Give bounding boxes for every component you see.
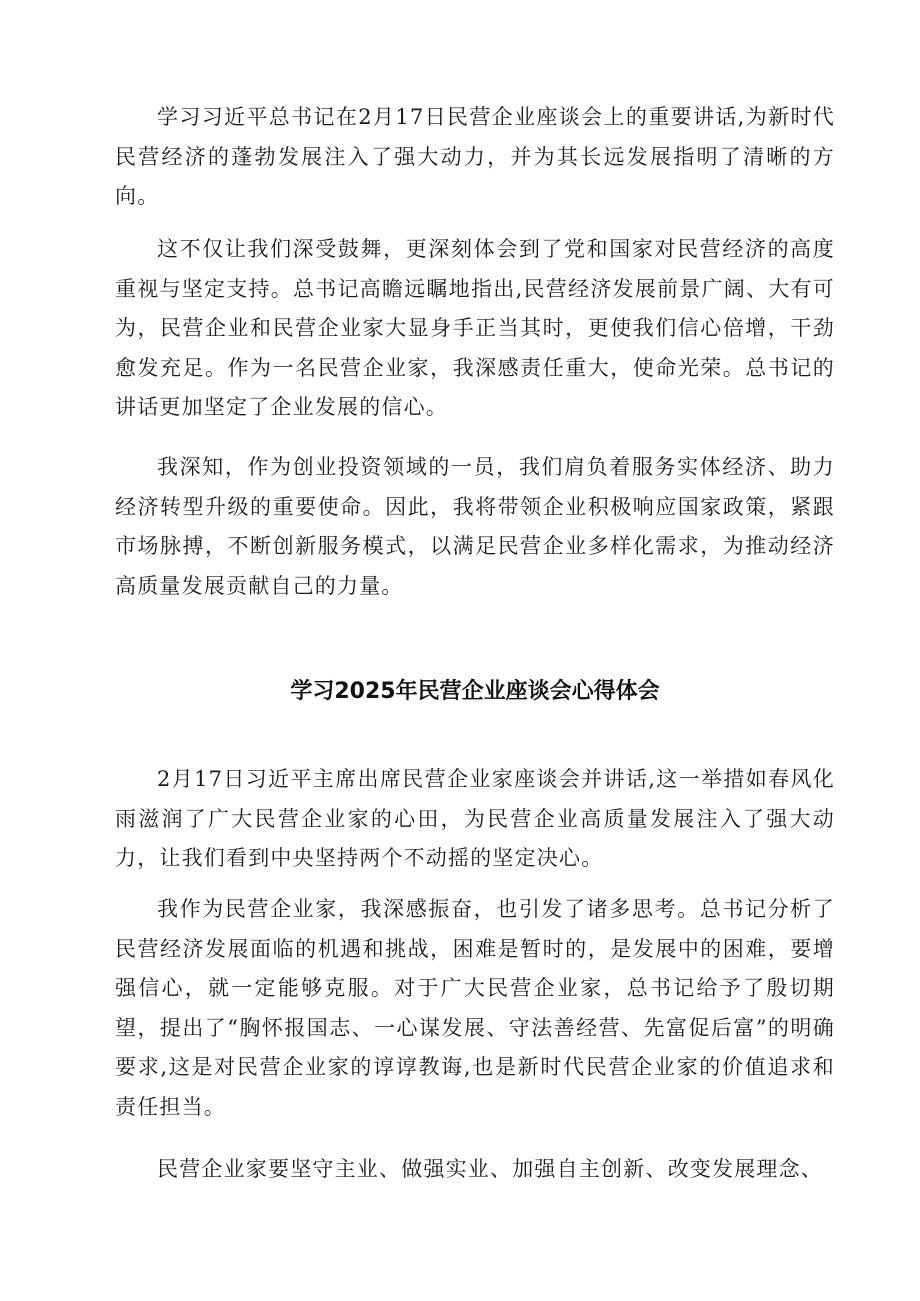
section-title: 学习2025年民营企业座谈会心得体会 [290, 679, 660, 704]
paragraph-4: 2月17日习近平主席出席民营企业家座谈会并讲话,这一举措如春风化雨滋润了广大民营企业家的心田，为民营企业高质量发展注入了强大动力，让我们看到中央坚持两个不动摇的坚定决心。 [115, 767, 835, 870]
paragraph-6: 民营企业家要坚守主业、做强实业、加强自主创新、改变发展理念、 [157, 1157, 823, 1181]
paragraph-1: 学习习近平总书记在2月17日民营企业座谈会上的重要讲话,为新时代民营经济的蓬勃发展注入了强大动力，并为其长远发展指明了清晰的方向。 [115, 105, 835, 208]
paragraph-2: 这不仅让我们深受鼓舞，更深刻体会到了党和国家对民营经济的高度重视与坚定支持。总书记高瞻远瞩地指出,民营经济发展前景广阔、大有可为，民营企业和民营企业家大显身手正当其时，更使我们信心倍增，干劲愈发充足。作为一名民营企业家，我深感责任重大，使命光荣。总书记的讲话更加坚定了企业发展的信心。 [115, 237, 835, 419]
paragraph-5: 我作为民营企业家，我深感振奋，也引发了诸多思考。总书记分析了民营经济发展面临的机遇和挑战，困难是暂时的，是发展中的困难，要增强信心，就一定能够克服。对于广大民营企业家，总书记给予了殷切期望，提出了“胸怀报国志、一心谋发展、守法善经营、先富促后富”的明确要求,这是对民营企业家的谆谆教诲,也是新时代民营企业家的价值追求和责任担当。 [115, 897, 835, 1119]
paragraph-3: 我深知，作为创业投资领域的一员，我们肩负着服务实体经济、助力经济转型升级的重要使命。因此，我将带领企业积极响应国家政策，紧跟市场脉搏，不断创新服务模式，以满足民营企业多样化需求，为推动经济高质量发展贡献自己的力量。 [115, 455, 835, 598]
